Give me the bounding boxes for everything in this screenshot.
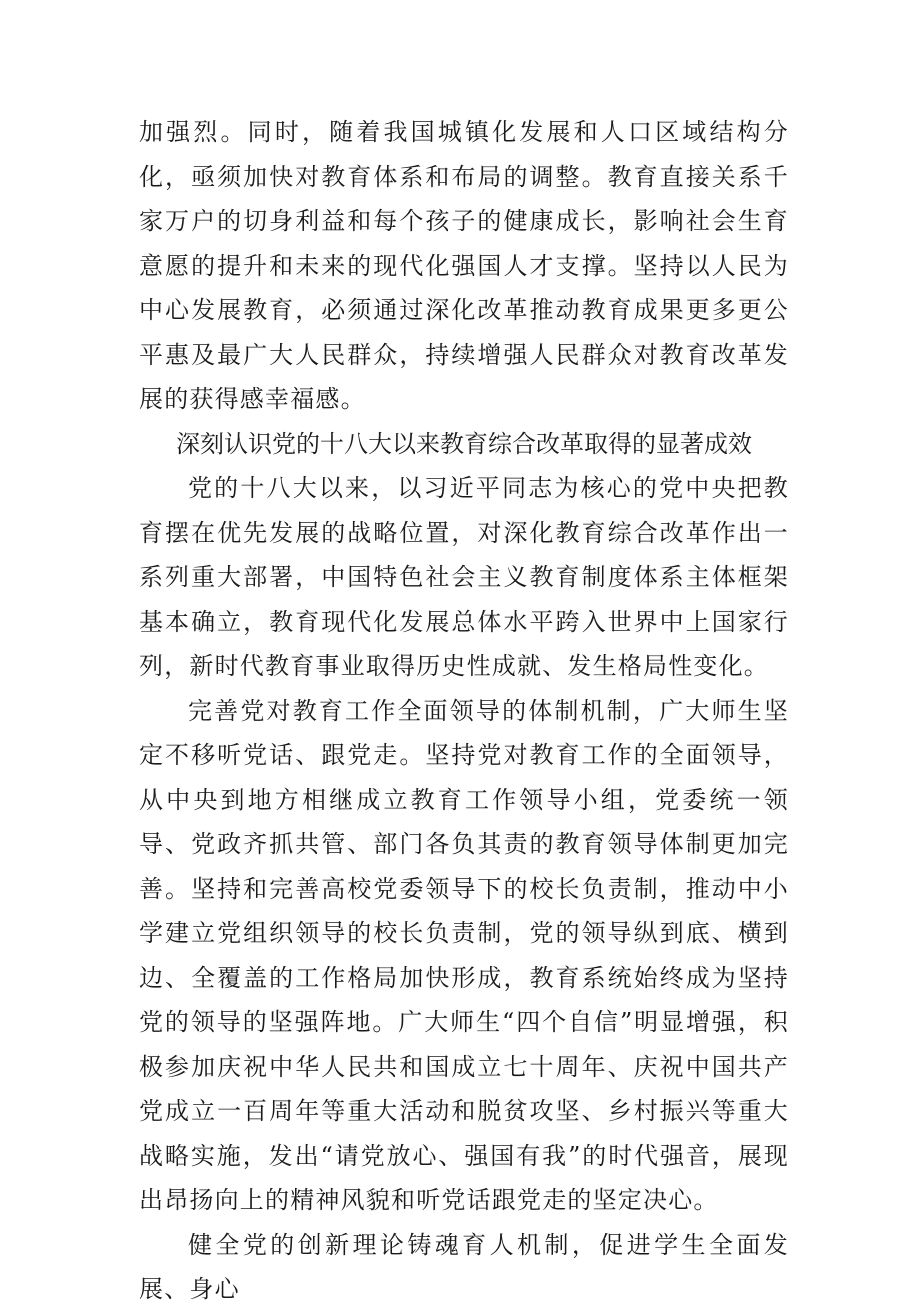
document-body: [139, 110, 789, 1312]
paragraph-continuation: 加强烈。同时，随着我国城镇化发展和人口区域结构分化，亟须加快对教育体系和布局的调整。教育直接关系千家万户的切身利益和每个孩子的健康成长，影响社会生育意愿的提升和未来的现代化强国人才支撑。坚持以人民为中心发展教育，必须通过深化改革推动教育成果更多更公平惠及最广大人民群众，持续增强人民群众对教育改革发展的获得感幸福感。: [139, 118, 789, 413]
paragraph-theory-education: 健全党的创新理论铸魂育人机制，促进学生全面发展、身心: [139, 1230, 789, 1303]
paragraph-overview: 党的十八大以来，以习近平同志为核心的党中央把教育摆在优先发展的战略位置，对深化教育综合改革作出一系列重大部署，中国特色社会主义教育制度体系主体框架基本确立，教育现代化发展总体水平跨入世界中上国家行列，新时代教育事业取得历史性成就、发生格局性变化。: [139, 474, 789, 680]
paragraph-party-leadership: 完善党对教育工作全面领导的体制机制，广大师生坚定不移听党话、跟党走。坚持党对教育工作的全面领导，从中央到地方相继成立教育工作领导小组，党委统一领导、党政齐抓共管、部门各负其责的教育领导体制更加完善。坚持和完善高校党委领导下的校长负责制，推动中小学建立党组织领导的校长负责制，党的领导纵到底、横到边、全覆盖的工作格局加快形成，教育系统始终成为坚持党的领导的坚强阵地。广大师生“四个自信”明显增强，积极参加庆祝中华人民共和国成立七十周年、庆祝中国共产党成立一百周年等重大活动和脱贫攻坚、乡村振兴等重大战略实施，发出“请党放心、强国有我”的时代强音，展现出昂扬向上的精神风貌和听党话跟党走的坚定决心。: [139, 696, 789, 1214]
section-heading: 深刻认识党的十八大以来教育综合改革取得的显著成效: [176, 429, 752, 458]
